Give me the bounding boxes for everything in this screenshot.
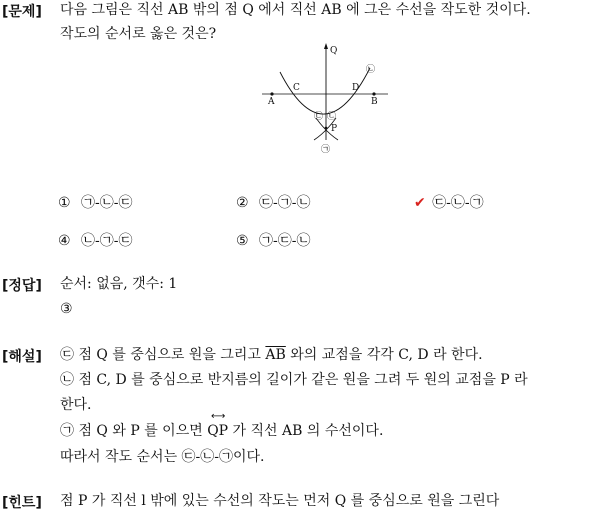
option-2[interactable] (236, 192, 310, 212)
label-p: P (331, 124, 338, 134)
option-4[interactable] (58, 230, 132, 250)
explanation-tag: [해설] (2, 349, 42, 365)
line-qp (207, 411, 229, 441)
option-number: ① (58, 195, 71, 211)
answer-tag: [정답] (2, 278, 42, 294)
point-a (270, 92, 273, 95)
label-q: Q (330, 46, 338, 56)
problem-tag: [문제] (2, 4, 42, 20)
explanation-text: ㉠ 점 Q 와 P 를 이으면 (60, 423, 208, 439)
problem-text-line1: 다음 그림은 직선 AB 밖의 점 Q 에서 직선 AB 에 그은 수선을 작도한 것이다. (60, 2, 531, 18)
answer-line2: ③ (60, 301, 73, 317)
label-mark-c: ㉢ (314, 112, 324, 122)
explanation-text: ㉢ 점 Q 를 중심으로 원을 그리고 (60, 347, 266, 363)
label-mark-arc: ㉡ (366, 65, 376, 75)
option-text: ㉢-㉡-㉠ (432, 195, 484, 211)
option-1[interactable] (58, 192, 132, 212)
point-b (372, 92, 375, 95)
label-c: C (293, 83, 300, 93)
explanation-text: 와의 교점을 각각 C, D 라 한다. (285, 347, 483, 363)
point-p (325, 127, 328, 130)
explanation-line5: 따라서 작도 순서는 ㉢-㉡-㉠이다. (60, 449, 265, 465)
checkmark-icon: ✔ (414, 195, 426, 211)
hint-tag: [힌트] (2, 495, 42, 511)
option-text: ㉢-㉠-㉡ (259, 195, 311, 211)
label-a: A (268, 97, 275, 107)
explanation-line3: 한다. (60, 397, 92, 413)
option-3[interactable] (414, 192, 484, 212)
explanation-line4 (60, 411, 384, 441)
label-mark-line: ㉠ (321, 145, 331, 155)
option-number: ⑤ (236, 233, 249, 249)
option-number: ② (236, 195, 249, 211)
option-number: ④ (58, 233, 71, 249)
explanation-text: 가 직선 AB 의 수선이다. (228, 423, 384, 439)
option-text: ㉠-㉢-㉡ (259, 233, 311, 249)
option-text: ㉡-㉠-㉢ (81, 233, 133, 249)
label-mark-d: ㉡ (327, 112, 337, 122)
explanation-line1 (60, 345, 483, 365)
answer-line1: 순서: 없음, 갯수: 1 (60, 276, 178, 292)
option-text: ㉠-㉡-㉢ (81, 195, 133, 211)
line-qp-label: QP (207, 423, 229, 439)
perpendicular-construction-figure (258, 40, 398, 155)
arrow-head (324, 43, 328, 49)
label-b: B (371, 97, 378, 107)
option-5[interactable] (236, 230, 310, 250)
segment-ab: $\overline{AB}$ (265, 347, 286, 363)
problem-text-line2: 작도의 순서로 옳은 것은? (60, 26, 217, 42)
explanation-line2: ㉡ 점 C, D 를 중심으로 반지름의 길이가 같은 원을 그려 두 원의 교점을 P 라 (60, 372, 528, 388)
double-arrow-icon: ⟷ (210, 411, 225, 422)
hint-text: 점 P 가 직선 l 밖에 있는 수선의 작도는 먼저 Q 를 중심으로 원을 그린다 (60, 493, 500, 509)
label-d: D (352, 83, 360, 93)
